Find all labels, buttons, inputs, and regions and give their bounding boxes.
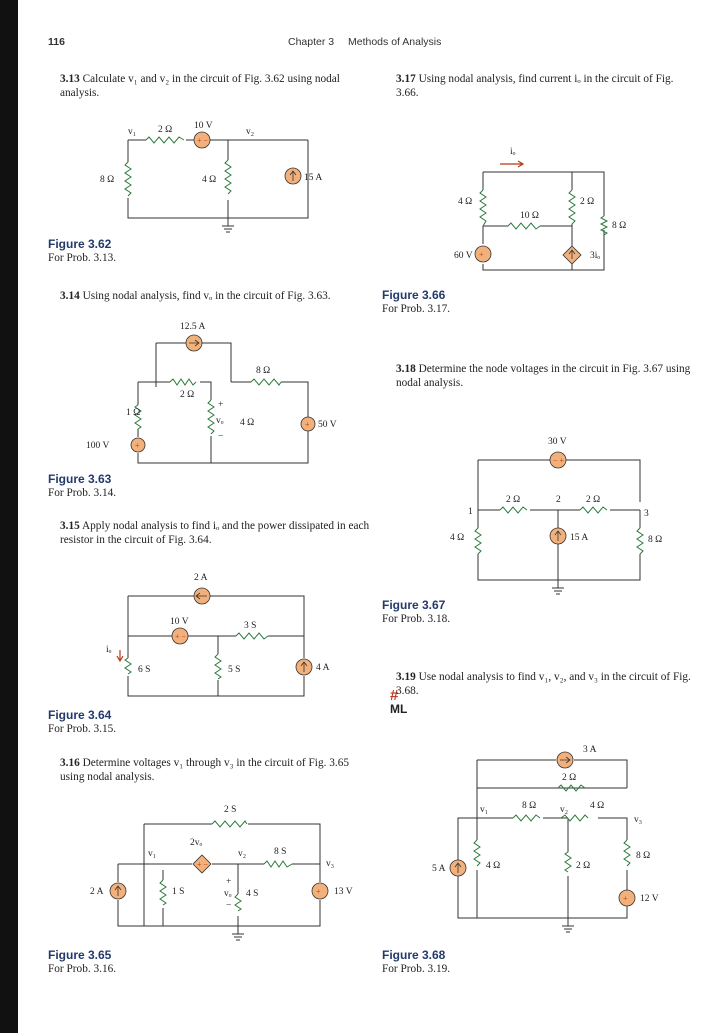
circuit-3-68 bbox=[418, 740, 688, 950]
problem-text: Determine the node voltages in the circuit in Fig. 3.67 using nodal analysis. bbox=[396, 363, 691, 389]
circuit-3-67 bbox=[438, 432, 678, 592]
label: 2 Ω bbox=[158, 125, 173, 135]
textbook-page bbox=[18, 0, 709, 1033]
label: 8 Ω bbox=[612, 221, 627, 231]
label: vₒ bbox=[216, 416, 224, 426]
problem-3-18 bbox=[396, 362, 696, 390]
figure-subcaption: For Prob. 3.14. bbox=[48, 487, 117, 499]
label: vₒ bbox=[224, 889, 232, 899]
label: 8 S bbox=[274, 847, 287, 857]
svg-text:+: + bbox=[623, 894, 628, 903]
problem-number: 3.13 bbox=[60, 73, 80, 85]
label: 5 A bbox=[432, 864, 446, 874]
figure-caption: Figure 3.62 bbox=[48, 237, 112, 251]
circuit-3-66 bbox=[438, 140, 658, 280]
label: v₂ bbox=[246, 127, 255, 137]
label: 2 A bbox=[194, 573, 208, 583]
label: − bbox=[218, 432, 224, 442]
label: 2 S bbox=[224, 805, 237, 815]
label: 5 S bbox=[228, 665, 241, 675]
problem-number: 3.14 bbox=[60, 290, 80, 302]
figure-subcaption: For Prob. 3.19. bbox=[382, 963, 451, 975]
label: 4 A bbox=[316, 663, 330, 673]
chapter-title: Methods of Analysis bbox=[348, 36, 442, 48]
ml-label: ML bbox=[390, 702, 408, 716]
label: 10 V bbox=[170, 617, 189, 627]
label: 4 Ω bbox=[202, 175, 217, 185]
figure-caption: Figure 3.66 bbox=[382, 288, 446, 302]
label: 3iₒ bbox=[590, 251, 601, 261]
label: 2 Ω bbox=[506, 495, 521, 505]
problem-3-16 bbox=[60, 756, 360, 784]
current-arrow-icon bbox=[500, 161, 523, 167]
label: 30 V bbox=[548, 437, 567, 447]
label: + bbox=[226, 877, 232, 887]
label: 13 V bbox=[334, 887, 353, 897]
label: 15 A bbox=[304, 173, 323, 183]
label: iₒ bbox=[510, 147, 516, 157]
label: 2 Ω bbox=[580, 197, 595, 207]
problem-number: 3.15 bbox=[60, 520, 80, 532]
label: 8 Ω bbox=[522, 801, 537, 811]
svg-text:+ −: + − bbox=[197, 136, 209, 145]
problem-text: Using nodal analysis, find current iₒ in the circuit of Fig. 3.66. bbox=[396, 73, 674, 99]
label: 1 S bbox=[172, 887, 185, 897]
label: v₃ bbox=[634, 815, 643, 825]
svg-text:+: + bbox=[316, 887, 321, 896]
label: − bbox=[226, 901, 232, 911]
label: 4 Ω bbox=[240, 418, 255, 428]
label: 4 Ω bbox=[590, 801, 605, 811]
label: 4 Ω bbox=[450, 533, 465, 543]
label: 15 A bbox=[570, 533, 589, 543]
label: 3 A bbox=[583, 745, 597, 755]
label: 4 Ω bbox=[458, 197, 473, 207]
problem-text: Calculate v₁ and v₂ in the circuit of Fig. 3.62 using nodal analysis. bbox=[60, 73, 340, 99]
label: 3 bbox=[644, 509, 649, 519]
problem-number: 3.19 bbox=[396, 671, 416, 683]
label: 60 V bbox=[454, 251, 473, 261]
figure-subcaption: For Prob. 3.17. bbox=[382, 303, 451, 315]
label: 2vₒ bbox=[190, 838, 203, 848]
label: 8 Ω bbox=[100, 175, 115, 185]
label: 4 S bbox=[246, 889, 259, 899]
label: + bbox=[218, 400, 224, 410]
page-number: 116 bbox=[48, 36, 65, 48]
label: 100 V bbox=[86, 441, 110, 451]
problem-3-13 bbox=[60, 72, 360, 100]
problem-number: 3.16 bbox=[60, 757, 80, 769]
svg-text:+ −: + − bbox=[197, 860, 209, 869]
figure-caption: Figure 3.65 bbox=[48, 948, 112, 962]
label: iₒ bbox=[106, 645, 112, 655]
figure-subcaption: For Prob. 3.16. bbox=[48, 963, 117, 975]
label: v₁ bbox=[148, 849, 157, 859]
label: 2 Ω bbox=[586, 495, 601, 505]
figure-subcaption: For Prob. 3.18. bbox=[382, 613, 451, 625]
figure-caption: Figure 3.68 bbox=[382, 948, 446, 962]
label: 2 Ω bbox=[562, 773, 577, 783]
label: 1 Ω bbox=[126, 408, 141, 418]
svg-text:+ −: + − bbox=[175, 632, 187, 641]
label: 1 bbox=[468, 507, 473, 517]
problem-3-14 bbox=[60, 289, 390, 303]
svg-text:− +: − + bbox=[553, 456, 565, 465]
problem-number: 3.18 bbox=[396, 363, 416, 375]
circuit-3-62 bbox=[98, 118, 328, 233]
circuit-3-65 bbox=[88, 800, 358, 950]
svg-text:+: + bbox=[305, 420, 310, 429]
figure-caption: Figure 3.63 bbox=[48, 472, 112, 486]
problem-3-17 bbox=[396, 72, 696, 100]
label: 4 Ω bbox=[486, 861, 501, 871]
svg-text:+: + bbox=[479, 250, 484, 259]
problem-3-19 bbox=[396, 670, 696, 698]
label: 6 S bbox=[138, 665, 151, 675]
label: 10 Ω bbox=[520, 211, 539, 221]
ml-hash-icon: # bbox=[390, 687, 399, 704]
figure-subcaption: For Prob. 3.13. bbox=[48, 252, 117, 264]
figure-caption: Figure 3.64 bbox=[48, 708, 112, 722]
label: 2 Ω bbox=[180, 390, 195, 400]
label: v₂ bbox=[560, 805, 569, 815]
figure-caption: Figure 3.67 bbox=[382, 598, 446, 612]
chapter-label: Chapter 3 bbox=[288, 36, 335, 48]
label: 10 V bbox=[194, 121, 213, 131]
svg-text:+: + bbox=[135, 441, 140, 450]
problem-text: Apply nodal analysis to find iₒ and the power dissipated in each resistor in the circuit of Fig. 3.64. bbox=[60, 520, 370, 546]
problem-text: Use nodal analysis to find v₁, v₂, and v₃ in the circuit of Fig. 3.68. bbox=[396, 671, 691, 697]
problem-text: Determine voltages v₁ through v₃ in the circuit of Fig. 3.65 using nodal analysis. bbox=[60, 757, 350, 783]
problem-text: Using nodal analysis, find vₒ in the circuit of Fig. 3.63. bbox=[82, 290, 331, 302]
label: v₂ bbox=[238, 849, 247, 859]
figure-subcaption: For Prob. 3.15. bbox=[48, 723, 117, 735]
label: v₃ bbox=[326, 859, 335, 869]
label: 2 A bbox=[90, 887, 104, 897]
label: 8 Ω bbox=[648, 535, 663, 545]
label: v₁ bbox=[480, 805, 489, 815]
current-arrow-icon bbox=[117, 650, 123, 661]
circuit-3-63 bbox=[86, 315, 337, 470]
label: 12 V bbox=[640, 894, 659, 904]
label: 8 Ω bbox=[256, 366, 271, 376]
circuit-3-64 bbox=[108, 568, 328, 703]
problem-number: 3.17 bbox=[396, 73, 416, 85]
problem-3-15 bbox=[60, 519, 370, 547]
label: 8 Ω bbox=[636, 851, 651, 861]
label: v₁ bbox=[128, 127, 137, 137]
label: 3 S bbox=[244, 621, 257, 631]
label: 2 bbox=[556, 495, 561, 505]
label: 50 V bbox=[318, 420, 337, 430]
label: 12.5 A bbox=[180, 322, 206, 332]
label: 2 Ω bbox=[576, 861, 591, 871]
